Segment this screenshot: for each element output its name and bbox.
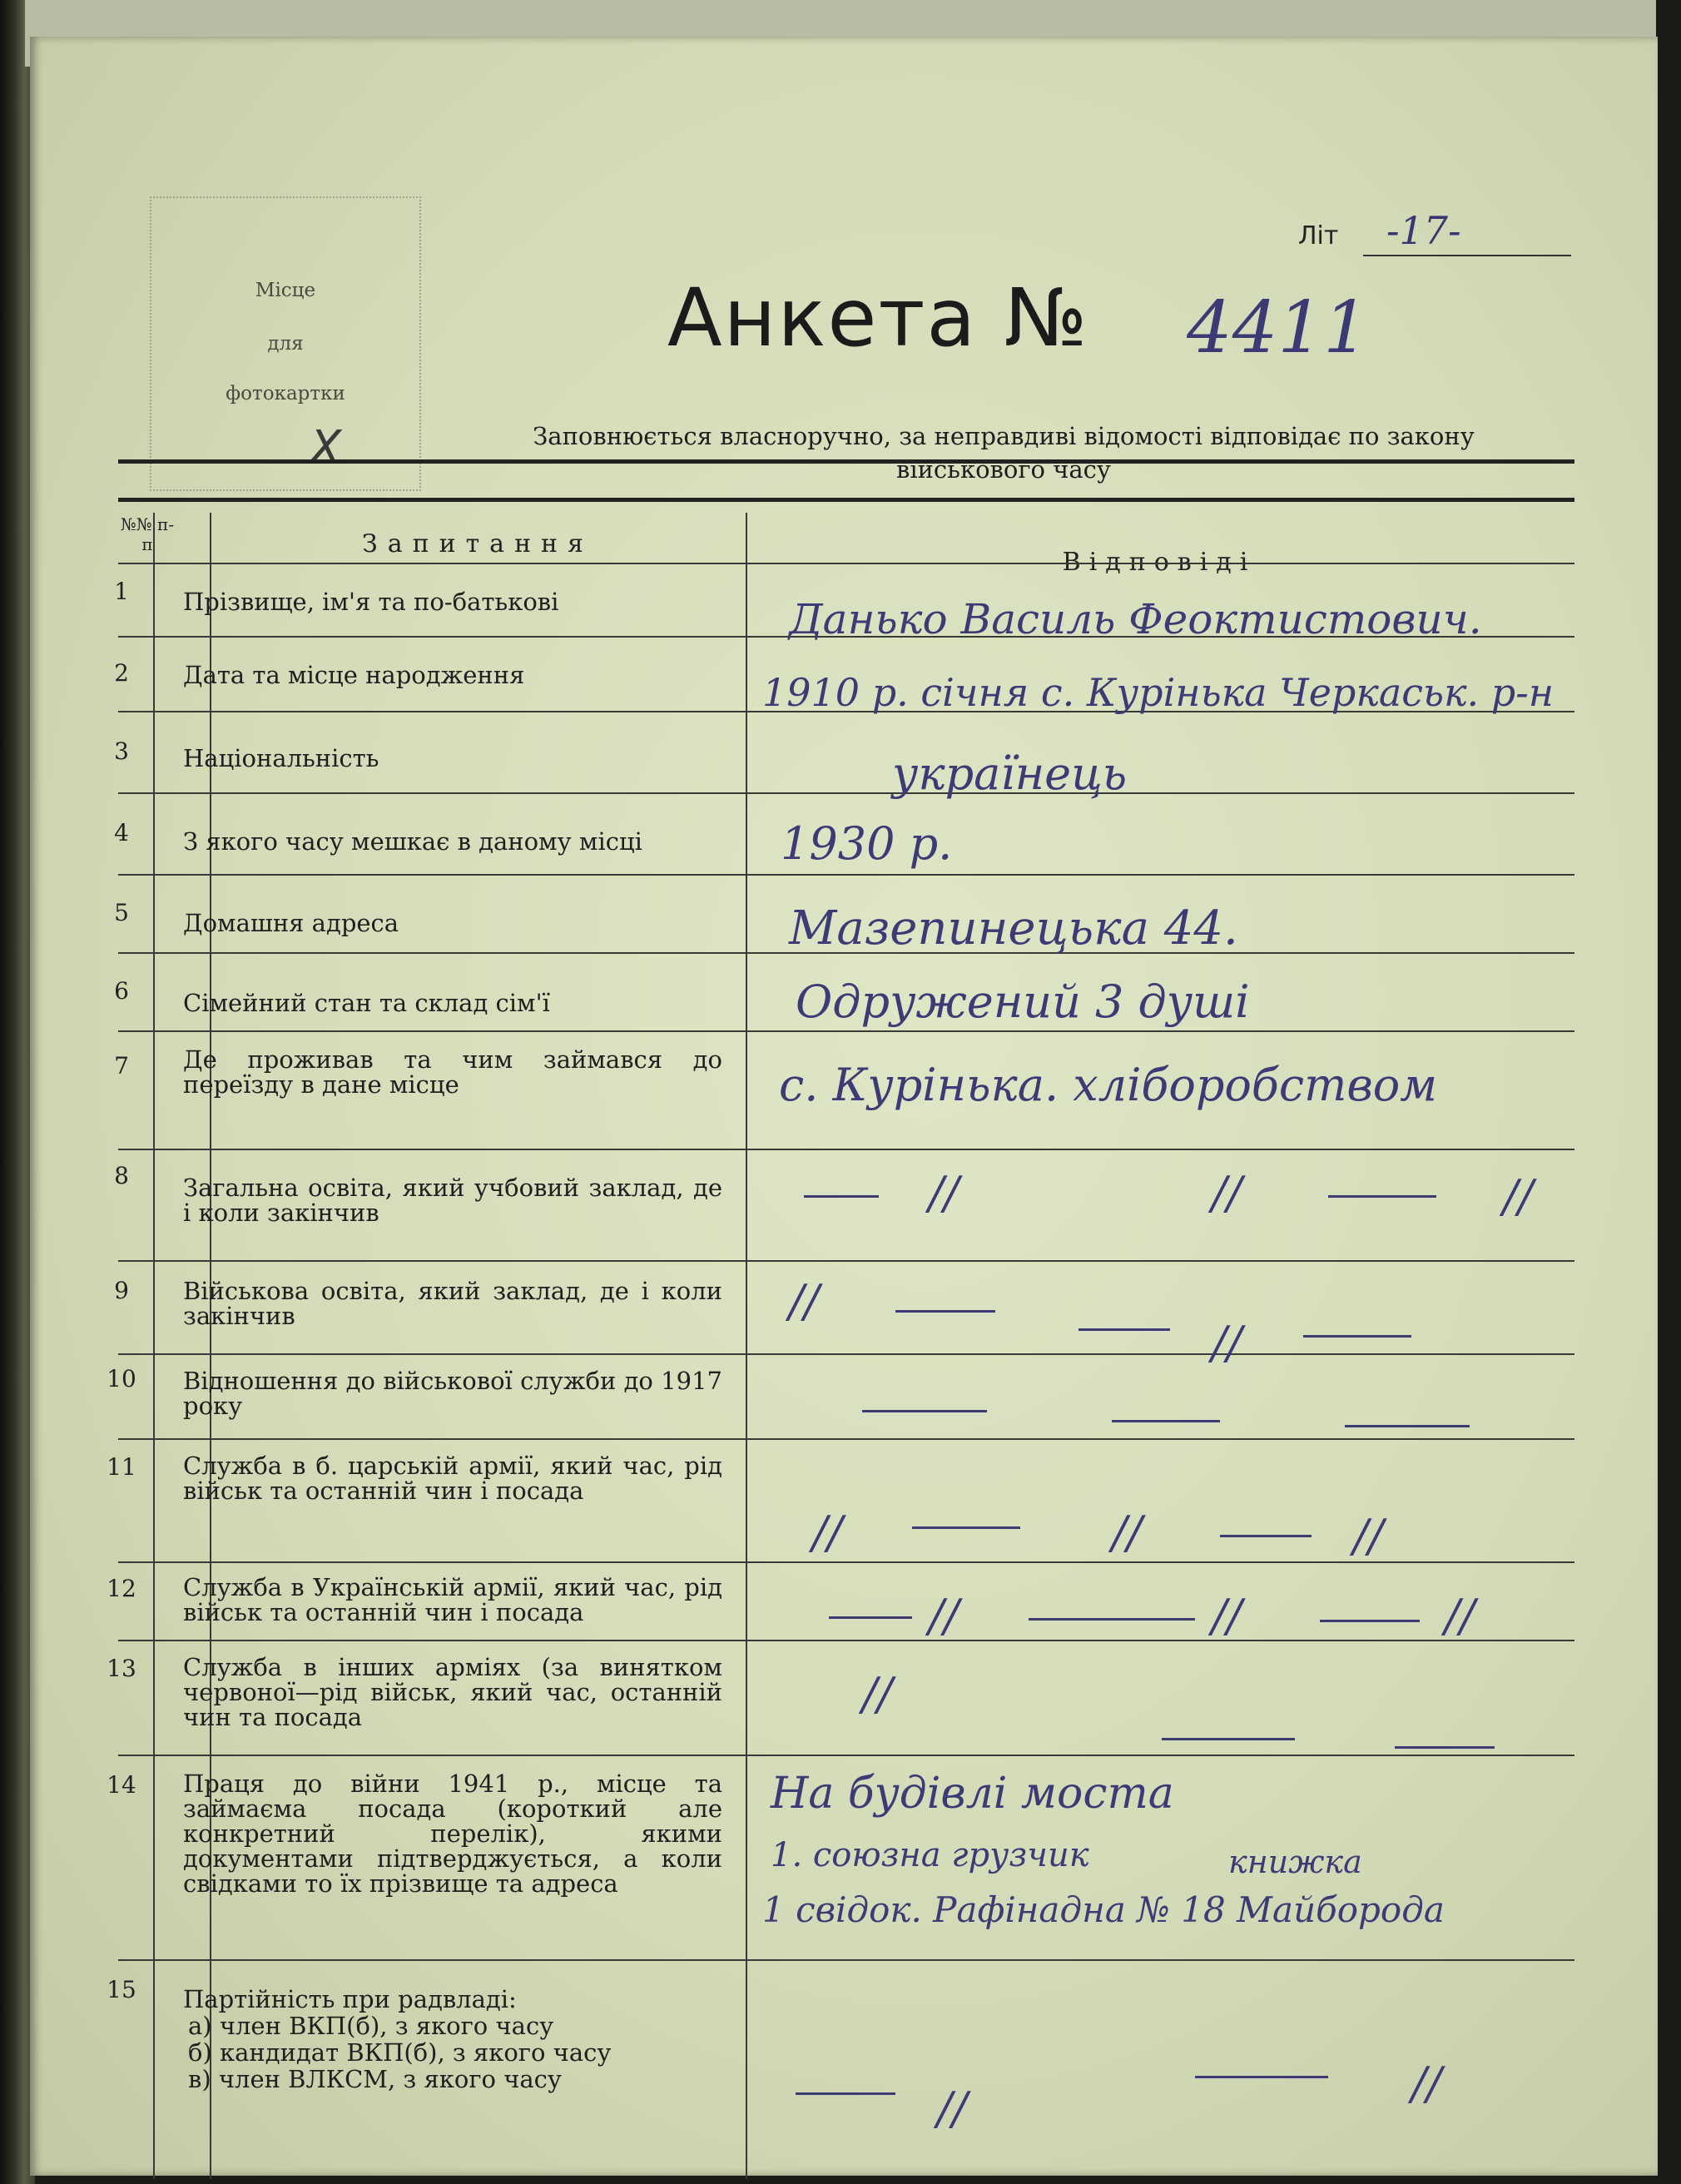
row-1-question: Прізвище, ім'я та по-батькові [183,588,559,616]
row-10-dash [1112,1420,1220,1422]
sheet-label: Літ [1298,221,1339,251]
row-8-ditto: // [929,1167,960,1219]
row-12-ditto: // [1212,1590,1242,1642]
document-title: Анкета № [667,271,1089,365]
row-2-question: Дата та місце народження [183,661,525,689]
row-11-ditto: // [1112,1506,1143,1559]
row-5-answer: Мазепинецька 44. [789,901,1238,956]
row-2-number: 2 [114,659,129,687]
row-11-dash [1220,1535,1312,1537]
row-divider [118,1438,1574,1440]
header-answers: Відповіді [1062,548,1257,577]
row-12-dash [1320,1620,1420,1622]
row-11-ditto: // [1353,1510,1384,1562]
row-9-question: Військова освіта, який заклад, де і коли закінчив [183,1277,722,1330]
row-7-answer: с. Курінька. хліборобством [779,1059,1438,1111]
row-5-number: 5 [114,899,129,926]
row-15-question [183,1986,749,2092]
row-15-option-b: б) кандидат ВКП(б), з якого часу [188,2038,612,2067]
row-10-number: 10 [107,1365,136,1392]
row-10-dash [1345,1425,1470,1427]
row-9-number: 9 [114,1277,129,1304]
row-12-dash [1029,1618,1195,1621]
row-divider [118,1260,1574,1262]
row-12-question: Служба в Українській армії, який час, рід військ та останній чин і посада [183,1573,722,1626]
row-9-ditto: // [1212,1317,1242,1369]
row-6-question: Сімейний стан та склад сім'ї [183,989,550,1017]
row-3-answer: українець [892,747,1128,800]
row-13-question: Служба в інших арміях (за винятком червоної—рід військ, який час, останній чин та посада [183,1653,722,1731]
row-15-question-title: Партійність при радвладі: [183,1985,517,2013]
row-14-answer-stamp: книжка [1228,1844,1362,1880]
row-1-answer: Данько Василь Феоктистович. [789,595,1482,643]
row-4-number: 4 [114,819,129,846]
row-11-ditto: // [812,1506,843,1559]
row-divider [118,1755,1574,1756]
photo-box-label-3: фотокартки [226,383,345,405]
row-3-question: Національність [183,744,379,772]
row-4-answer: 1930 р. [781,817,953,870]
row-12-ditto: // [929,1590,960,1642]
subtitle [446,419,1561,486]
row-13-ditto: // [862,1668,893,1720]
table-top-rule [118,459,1574,464]
photo-box-label-1: Місце [255,280,316,301]
row-7-number: 7 [114,1052,129,1080]
row-14-answer-line-3: 1 свідок. Рафінадна № 18 Майборода [762,1889,1445,1930]
row-12-dash [829,1616,912,1619]
row-9-dash [1079,1328,1170,1331]
row-11-dash [912,1526,1020,1529]
row-15-ditto: // [937,2082,968,2135]
row-15-number: 15 [107,1976,136,2003]
row-7-question: Де проживав та чим займався до переїзду в дане місце [183,1045,722,1099]
row-1-number: 1 [114,578,129,605]
row-15-option-c: в) член ВЛКСМ, з якого часу [188,2065,562,2093]
subtitle-line-1: Заповнюється власноручно, за неправдиві відомості відповідає по закону [533,422,1475,450]
row-divider [118,1640,1574,1641]
row-13-dash [1395,1746,1495,1749]
questionnaire-number: 4411 [1187,286,1369,370]
row-divider [118,874,1574,876]
row-15-dash [796,2092,895,2095]
row-6-answer: Одружений 3 душі [796,975,1250,1028]
row-8-dash [804,1195,879,1198]
row-11-number: 11 [107,1453,136,1481]
row-3-number: 3 [114,737,129,765]
row-8-question: Загальна освіта, який учбовий заклад, де і коли закінчив [183,1174,722,1227]
subtitle-line-2: військового часу [896,455,1111,484]
row-12-number: 12 [107,1575,136,1602]
row-10-question: Відношення до військової служби до 1917 року [183,1367,722,1420]
row-14-number: 14 [107,1771,136,1799]
row-2-answer: 1910 р. січня с. Курінька Черкаськ. р-н [762,670,1555,715]
row-13-dash [1162,1738,1295,1740]
row-8-number: 8 [114,1162,129,1189]
row-13-number: 13 [107,1655,136,1682]
row-12-ditto: // [1445,1590,1475,1642]
row-divider [118,1030,1574,1032]
header-questions: Запитання [362,529,593,558]
row-15-dash [1195,2076,1328,2078]
row-14-answer-line-1: На будівлі моста [771,1769,1174,1819]
row-divider [118,1959,1574,1961]
row-5-question: Домашня адреса [183,909,399,937]
row-divider [118,1149,1574,1150]
row-divider [118,792,1574,794]
row-14-question: Праця до війни 1941 р., місце та займаєма посада (короткий але конкретний перелік), якими документами підтверджується, а коли свідками то їх прізвище та адреса [183,1770,722,1898]
row-15-option-a: а) член ВКП(б), з якого часу [188,2012,554,2040]
row-9-ditto: // [789,1275,820,1328]
sheet-number: -17- [1386,208,1461,253]
row-11-question: Служба в б. царській армії, який час, рід військ та останній чин і посада [183,1452,722,1505]
table-top-rule-2 [118,498,1574,502]
row-8-ditto: // [1503,1170,1534,1223]
row-8-ditto: // [1212,1167,1242,1219]
row-9-dash [895,1310,995,1313]
questionnaire-page [30,37,1658,2176]
photo-box-label-2: для [267,333,304,355]
header-number: №№ п-п [120,514,175,554]
row-divider [118,563,1574,564]
row-4-question: З якого часу мешкає в даному місці [183,827,642,856]
row-8-dash [1328,1195,1436,1198]
photo-placeholder-box [150,196,421,491]
row-14-answer-line-2: 1. союзна грузчик [771,1836,1089,1874]
row-10-dash [862,1410,987,1412]
row-9-dash [1303,1335,1411,1338]
row-15-ditto: // [1411,2057,1442,2110]
sheet-number-line [1363,255,1571,256]
row-divider [118,1353,1574,1355]
row-6-number: 6 [114,977,129,1005]
photo-box-x-mark: X [310,421,342,475]
